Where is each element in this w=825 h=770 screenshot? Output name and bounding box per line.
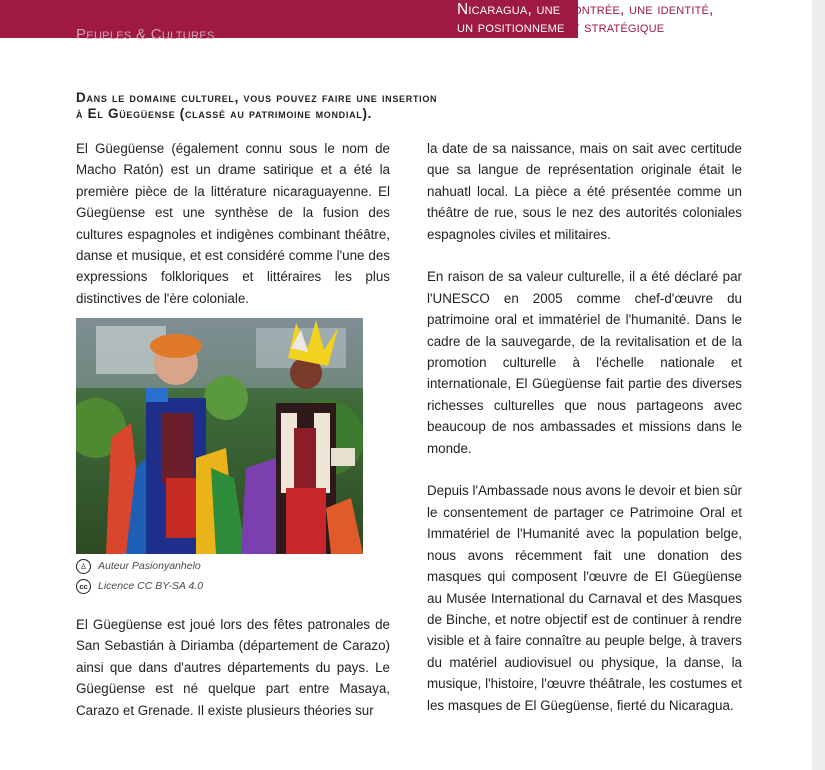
credit-author-text: Auteur Pasionyanhelo xyxy=(98,560,201,572)
credit-author xyxy=(76,556,203,576)
left-column-top xyxy=(76,138,390,309)
paragraph: El Güegüense est joué lors des fêtes patronales de San Sebastián à Diriamba (département de Carazo) ainsi que dans d'autres départements du pays. Le Güegüense est né quelque part entre Masaya, Carazo et Grenade. Il existe plusieurs théories sur xyxy=(76,617,390,718)
person-icon: ♙ xyxy=(76,559,91,574)
paragraph: En raison de sa valeur culturelle, il a été déclaré par l'UNESCO en 2005 comme chef-d'œuvre du patrimoine oral et immatériel de l'humanité. Dans le cadre de la sauvegarde, de la revitalisation et de la promotion culturelle à l'échelle nationale et internationale, El Güegüense fait partie des diverses richesses culturelles que nous partageons avec beaucoup de nos ambassades et missions dans le monde. xyxy=(427,269,742,456)
cc-icon: cc xyxy=(76,579,91,594)
chapter-title-part: contrée, une identité, xyxy=(560,1,714,18)
photo-gueguense-dancers xyxy=(76,318,363,554)
credit-license-text: Licence CC BY-SA 4.0 xyxy=(98,580,204,592)
paragraph: Depuis l'Ambassade nous avons le devoir et bien sûr le consentement de partager ce Patrimoine Oral et Immatériel de l'Humanité avec la population belge, nous avons récemment fait une donation des masques qui composent l'œuvre de El Güegüense au Musée International du Carnaval et des Masques de Binche, et notre objectif est de continuer à rendre visible et à faire connaître au peuple belge, à travers du matériel audiovisuel ou physique, la danse, la musique, l'histoire, l'œuvre théâtrale, les costumes et les masques de El Güegüense, fierté du Nicaragua. xyxy=(427,483,742,713)
chapter-title xyxy=(457,1,797,37)
section-heading-line: à El Güegüense (classé au patrimoine mondial). xyxy=(76,106,373,121)
credit-license xyxy=(76,576,203,596)
page-edge xyxy=(812,0,825,770)
chapter-title-part: nt stratégique xyxy=(564,19,665,36)
right-column xyxy=(427,138,742,716)
chapter-title-part: Nicaragua, une xyxy=(457,1,561,18)
paragraph: la date de sa naissance, mais on sait avec certitude que sa langue de représentation originale était le nahuatl local. La pièce a été présentée comme un théâtre de rue, sous le nez des autorités coloniales espagnoles civiles et militaires. xyxy=(427,141,742,242)
chapter-title-part: un positionneme xyxy=(457,19,565,36)
chapter-title-line-2 xyxy=(457,19,797,37)
section-heading xyxy=(76,90,526,122)
paragraph: El Güegüense (également connu sous le nom de Macho Ratón) est un drame satirique et a été la première pièce de la littérature nicaraguayenne. El Güegüense est une synthèse de la fusion des cultures espagnoles et indigènes combinant théâtre, danse et musique, et est considéré comme l'une des expressions folkloriques et littéraires les plus distinctives de l'ère coloniale. xyxy=(76,141,390,306)
running-head: Peuples & Cultures xyxy=(76,26,215,43)
chapter-title-line-1 xyxy=(457,1,797,19)
section-heading-line: Dans le domaine culturel, vous pouvez faire une insertion xyxy=(76,90,438,105)
photo-credits xyxy=(76,556,203,596)
left-column-bottom xyxy=(76,614,390,721)
